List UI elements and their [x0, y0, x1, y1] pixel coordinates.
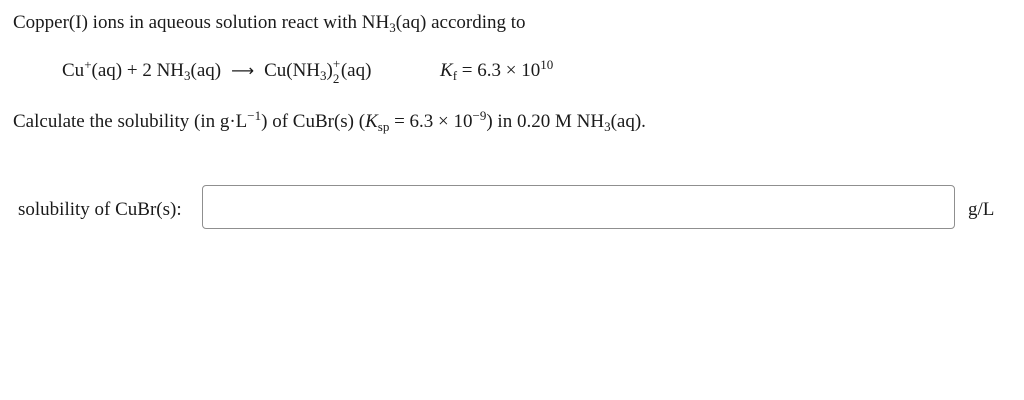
product-state: (aq) [340, 60, 372, 81]
reactant-text: (aq) + 2 NH [91, 60, 185, 81]
exponent: 10 [540, 56, 554, 72]
question-part: = 6.3 × 10 [389, 111, 473, 132]
subscript: sp [377, 118, 390, 134]
intro-text [13, 11, 526, 35]
subscript: f [452, 67, 458, 83]
subscript: 3 [389, 19, 396, 35]
question-part: ) in 0.20 M NH [486, 111, 605, 132]
question-part: ) of CuBr(s) ( [261, 111, 366, 132]
reactant-cu: Cu [62, 60, 85, 81]
intro-text-part: Copper(I) ions in aqueous solution react with NH [13, 12, 390, 33]
subscript: 3 [604, 118, 611, 134]
question-part: (aq). [610, 111, 646, 132]
answer-label: solubility of CuBr(s): [18, 199, 182, 220]
question-text [13, 107, 646, 134]
kf-symbol: K [440, 60, 453, 81]
subscript: 3 [320, 67, 327, 83]
reaction-equation [62, 56, 372, 86]
reaction-arrow-icon: ⟶ [231, 61, 255, 80]
subscript: 2 [332, 71, 340, 86]
ksp-symbol: K [365, 111, 378, 132]
subscript: 3 [184, 67, 191, 83]
product-charge-stack [332, 56, 341, 86]
product-text: Cu(NH [264, 60, 321, 81]
reactant-state: (aq) [190, 60, 222, 81]
solubility-input[interactable] [202, 185, 955, 229]
charge-superscript: + [84, 56, 92, 72]
unit-label: g/L [968, 199, 995, 220]
kf-value: = 6.3 × 10 [457, 60, 541, 81]
charge-superscript: + [332, 56, 341, 71]
formation-constant [440, 56, 554, 83]
intro-text-part: (aq) according to [395, 12, 526, 33]
question-part: Calculate the solubility (in g·L [13, 111, 248, 132]
exponent: −1 [247, 107, 262, 123]
product-paren: ) [326, 60, 333, 81]
exponent: −9 [472, 107, 487, 123]
